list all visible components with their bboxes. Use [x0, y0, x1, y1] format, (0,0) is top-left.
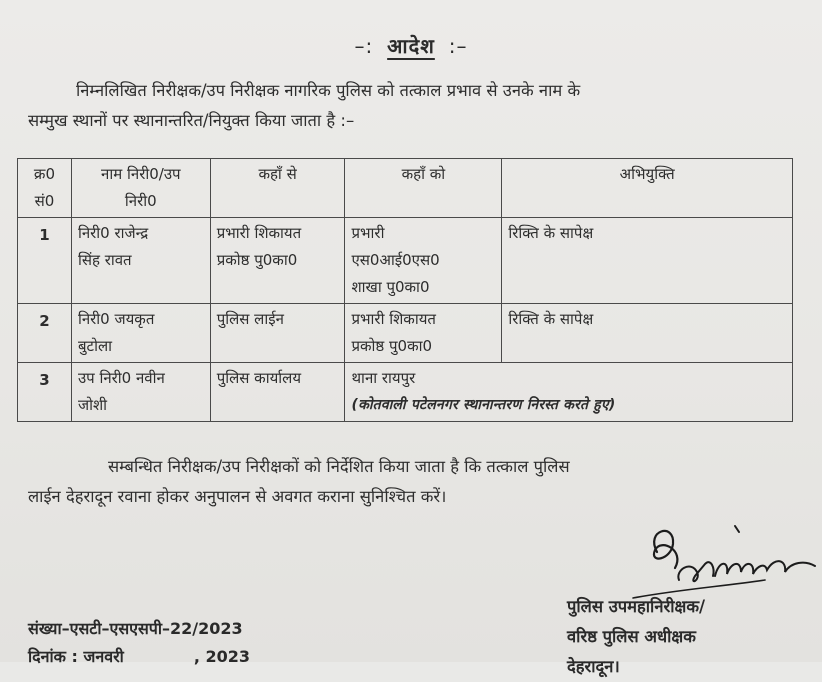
row-name-line-2: बुटोला	[77, 337, 113, 355]
table-row	[18, 218, 793, 304]
closing-paragraph	[28, 452, 798, 512]
transfer-table	[17, 158, 793, 422]
row-serial: 2	[18, 304, 72, 363]
heading-right-mark: :–	[448, 34, 468, 58]
row-name-line-1: उप निरी0 नवीन	[77, 369, 165, 387]
intro-line-2: सम्मुख स्थानों पर स्थानान्तरित/नियुक्त किया जाता है :–	[28, 111, 355, 130]
row-from-line-1: प्रभारी शिकायत	[216, 224, 302, 242]
table-row	[18, 304, 793, 363]
table-header-row	[18, 159, 793, 218]
header-name-line-1: नाम निरी0/उप	[101, 165, 181, 183]
table-row	[18, 363, 793, 422]
intro-line-1: निम्नलिखित निरीक्षक/उप निरीक्षक नागरिक पुलिस को तत्काल प्रभाव से उनके नाम के	[76, 81, 581, 100]
heading-word: आदेश	[387, 34, 435, 58]
row-to	[345, 304, 502, 363]
row-to-line-1: प्रभारी	[351, 224, 385, 242]
intro-paragraph	[28, 76, 798, 136]
header-name-line-2: निरी0	[124, 192, 157, 210]
header-serial-line-1: क्र0	[33, 165, 55, 183]
closing-line-2: लाईन देहरादून रवाना होकर अनुपालन से अवगत कराना सुनिश्चित करें।	[28, 487, 447, 506]
row-to-with-note	[345, 363, 793, 422]
header-from: कहाँ से	[210, 159, 345, 218]
row-name-line-2: जोशी	[77, 396, 108, 414]
row-name-line-1: निरी0 राजेन्द्र	[77, 224, 149, 242]
row-to-line-2: प्रकोष्ठ पु0का0	[351, 337, 433, 355]
reference-date	[28, 643, 250, 671]
row-serial: 1	[18, 218, 72, 304]
row-name-line-1: निरी0 जयकृत	[77, 310, 155, 328]
row-to-line-2: एस0आई0एस0	[351, 251, 440, 269]
header-serial-line-2: सं0	[34, 192, 55, 210]
row-name	[71, 218, 210, 304]
header-name	[71, 159, 210, 218]
reference-number: संख्या–एसटी–एसएसपी–22/2023	[28, 619, 243, 638]
row-from: पुलिस लाईन	[210, 304, 345, 363]
reference-date-year: , 2023	[193, 647, 251, 666]
signing-officer	[567, 592, 705, 682]
row-name	[71, 304, 210, 363]
header-remarks: अभियुक्ति	[502, 159, 793, 218]
closing-line-1: सम्बन्धित निरीक्षक/उप निरीक्षकों को निर्देशित किया जाता है कि तत्काल पुलिस	[108, 457, 570, 476]
reference-date-label: दिनांक : जनवरी	[28, 647, 124, 666]
signer-line-2: वरिष्ठ पुलिस अधीक्षक	[567, 627, 696, 646]
row-name-line-2: सिंह रावत	[77, 251, 132, 269]
row-from	[210, 218, 345, 304]
header-to: कहाँ को	[345, 159, 502, 218]
row-note: (कोतवाली पटेलनगर स्थानान्तरण निरस्त करते हुए)	[351, 397, 616, 413]
row-serial: 3	[18, 363, 72, 422]
row-to-line-1: थाना रायपुर	[351, 369, 416, 387]
row-remarks: रिक्ति के सापेक्ष	[502, 218, 793, 304]
row-name	[71, 363, 210, 422]
row-remarks: रिक्ति के सापेक्ष	[502, 304, 793, 363]
order-heading	[0, 32, 822, 59]
signer-line-1: पुलिस उपमहानिरीक्षक/	[567, 597, 706, 616]
row-from-line-2: प्रकोष्ठ पु0का0	[216, 251, 298, 269]
row-to-line-3: शाखा पु0का0	[351, 278, 430, 296]
row-from: पुलिस कार्यालय	[210, 363, 345, 422]
row-to-line-1: प्रभारी शिकायत	[351, 310, 436, 328]
heading-left-mark: –:	[354, 34, 374, 58]
reference-block	[28, 615, 250, 671]
header-serial	[18, 159, 72, 218]
signer-line-3: देहरादून।	[567, 657, 620, 676]
row-to	[345, 218, 502, 304]
